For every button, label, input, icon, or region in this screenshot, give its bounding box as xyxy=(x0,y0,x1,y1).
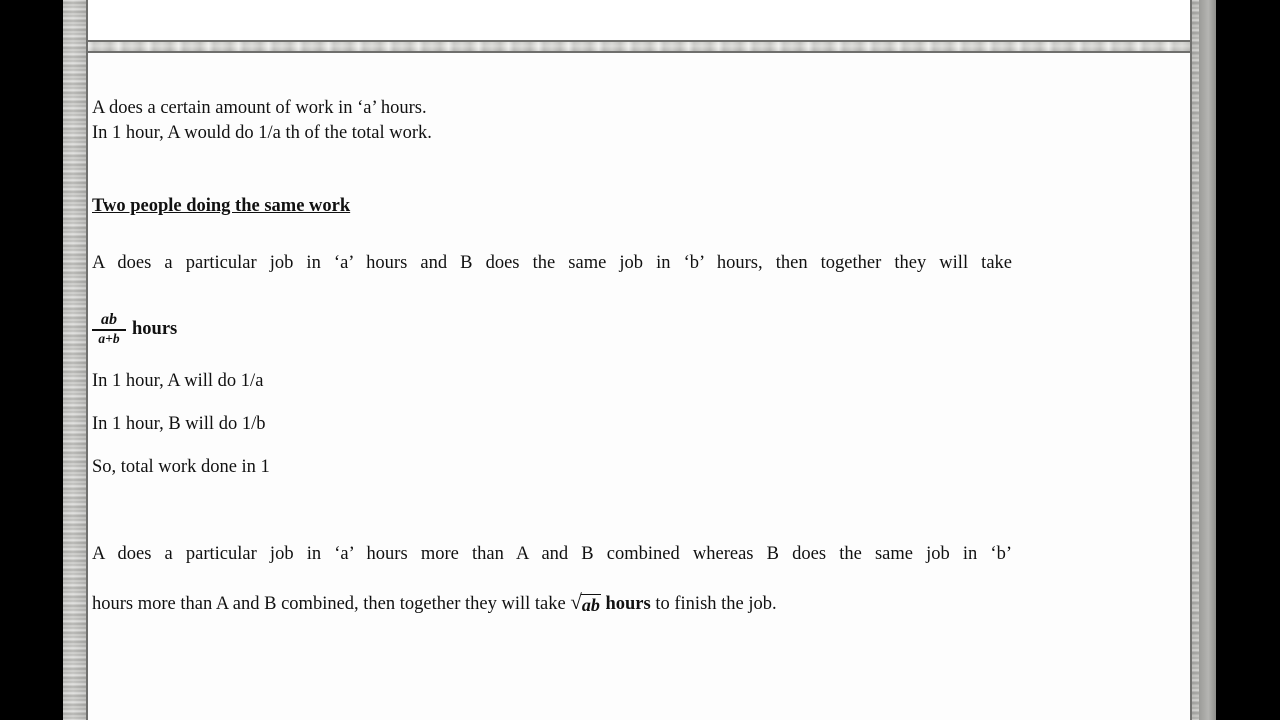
fraction-numerator: ab xyxy=(101,310,117,328)
spacer xyxy=(92,437,1012,455)
spacer xyxy=(92,480,1012,542)
rule-combined-line-2-after: to finish the job. xyxy=(655,594,777,614)
rule-combined-paragraph xyxy=(92,542,1012,617)
step-line-2: In 1 hour, B will do 1/b xyxy=(92,414,266,434)
spacer xyxy=(92,146,1012,194)
spacer xyxy=(92,219,1012,251)
sqrt-ab-expression xyxy=(570,590,601,615)
page-above-divider xyxy=(88,0,1190,40)
fraction-denominator: a+b xyxy=(98,331,120,347)
fraction xyxy=(92,312,126,347)
section-heading: Two people doing the same work xyxy=(92,196,351,216)
rule-combined-line-2 xyxy=(92,590,777,615)
formula-units: hours xyxy=(132,318,178,339)
intro-paragraph xyxy=(92,96,1012,146)
step-line-1: In 1 hour, A will do 1/a xyxy=(92,371,264,391)
intro-line-2: In 1 hour, A would do 1/a th of the total work. xyxy=(92,123,432,143)
spacer xyxy=(92,351,1012,369)
vertical-scrollbar-track[interactable] xyxy=(1199,0,1216,720)
sqrt-units: hours xyxy=(605,594,651,614)
rule-combined-line-1: A does a particular job in ‘a’ hours more than A and B combined whereas B does the same job in ‘b’ xyxy=(92,544,1012,564)
step-line-3: So, total work done in 1 xyxy=(92,457,270,477)
rule-two-people-paragraph xyxy=(92,251,1012,301)
radical-icon: √ xyxy=(570,590,582,614)
letterbox-right xyxy=(1216,0,1280,720)
letterbox-left xyxy=(0,0,63,720)
document-content xyxy=(92,96,1012,617)
rule-combined-line-2-before: hours more than A and B combined, then together they will take xyxy=(92,594,566,614)
spacer xyxy=(92,394,1012,412)
frame-strip-left xyxy=(63,0,88,720)
section-heading-wrap xyxy=(92,194,1012,219)
sqrt-radicand: ab xyxy=(581,595,600,615)
rule-two-people-line-1: A does a particular job in ‘a’ hours and B does the same job in ‘b’ hours, then together they will take xyxy=(92,253,1012,273)
formula-ab-over-a-plus-b xyxy=(92,307,1012,351)
intro-line-1: A does a certain amount of work in ‘a’ hours. xyxy=(92,98,427,118)
page-divider-band xyxy=(88,40,1190,53)
